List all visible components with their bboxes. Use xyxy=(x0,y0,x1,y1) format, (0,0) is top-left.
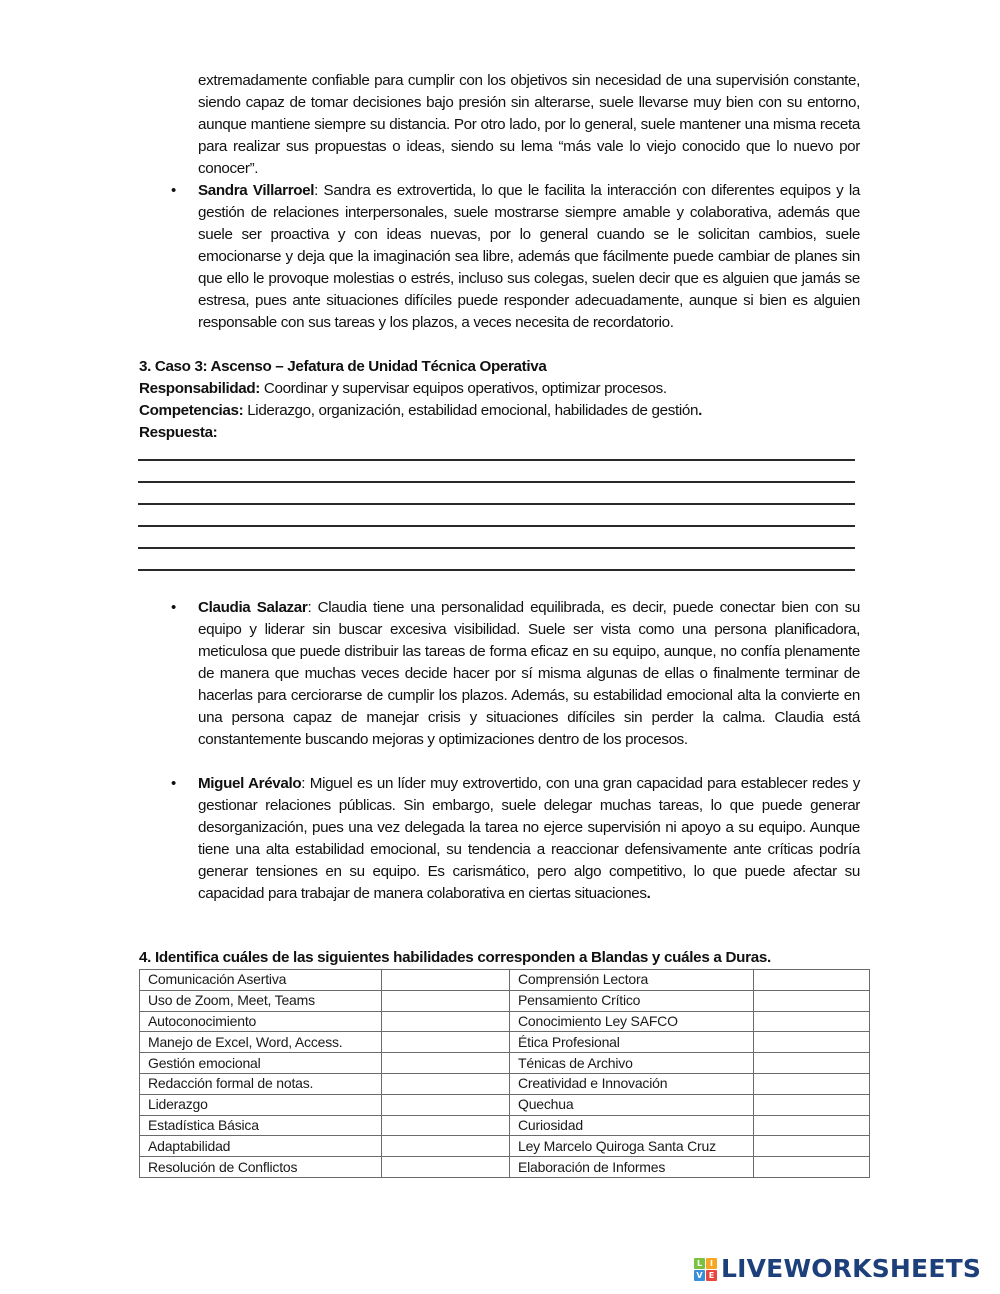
answer-cell-left[interactable] xyxy=(382,970,510,991)
skill-right: Conocimiento Ley SAFCO xyxy=(510,1011,754,1032)
bullet-icon: • xyxy=(171,182,177,199)
continuation-text: extremadamente confiable para cumplir con los objetivos sin necesidad de una supervisión constante, siendo capaz de tomar decisiones bajo presión sin alterarse, suele llevarse muy bien con su entorno, aunque mantiene siempre su distancia. Por otro lado, por lo general, suele mantener una misma receta para realizar sus propuestas o ideas, siendo su lema “más vale lo viejo conocido que lo nuevo por conocer”. xyxy=(198,72,860,177)
answer-cell-right[interactable] xyxy=(754,1011,870,1032)
skills-row xyxy=(140,970,870,991)
bullet-icon: • xyxy=(171,775,177,792)
candidate-item xyxy=(198,773,860,905)
answer-cell-left[interactable] xyxy=(382,1011,510,1032)
answer-cell-left[interactable] xyxy=(382,1032,510,1053)
candidate-name: Sandra Villarroel xyxy=(198,182,315,199)
live-grid-icon xyxy=(694,1258,717,1281)
answer-cell-left[interactable] xyxy=(382,1136,510,1157)
answer-line[interactable] xyxy=(138,481,855,483)
candidate-name: Miguel Arévalo xyxy=(198,775,302,792)
skill-right: Pensamiento Crítico xyxy=(510,990,754,1011)
candidate-description-continuation xyxy=(198,70,860,180)
description-end: . xyxy=(646,885,651,902)
answer-line[interactable] xyxy=(138,503,855,505)
case3-responsibility xyxy=(139,378,869,400)
skill-right: Ley Marcelo Quiroga Santa Cruz xyxy=(510,1136,754,1157)
skill-left: Manejo de Excel, Word, Access. xyxy=(140,1032,382,1053)
answer-cell-right[interactable] xyxy=(754,970,870,991)
candidate-name: Claudia Salazar xyxy=(198,599,308,616)
responsibility-label: Responsabilidad: xyxy=(139,380,260,397)
skill-left: Resolución de Conflictos xyxy=(140,1157,382,1178)
answer-line[interactable] xyxy=(138,459,855,461)
competencies-label: Competencias: xyxy=(139,402,244,419)
answer-cell-right[interactable] xyxy=(754,1094,870,1115)
candidate-description: : Miguel es un líder muy extrovertido, con una gran capacidad para establecer redes y gestionar relaciones públicas. Sin embargo, suele delegar muchas tareas, lo que puede generar desorganización, pues una vez delegada la tarea no ejerce supervisión ni apoyo a su equipo. Aunque tiene una alta estabilidad emocional, su tendencia a reaccionar defensivamente ante críticas podría generar tensiones en su equipo. Es carismático, pero algo competitivo, lo que puede afectar su capacidad para trabajar de manera colaborativa en ciertas situaciones xyxy=(198,775,861,902)
answer-cell-right[interactable] xyxy=(754,1115,870,1136)
candidate-item xyxy=(198,180,860,334)
logo-letter: I xyxy=(706,1258,717,1269)
skills-row xyxy=(140,1053,870,1074)
skills-row xyxy=(140,1157,870,1178)
answer-cell-right[interactable] xyxy=(754,990,870,1011)
answer-cell-left[interactable] xyxy=(382,1073,510,1094)
skills-row xyxy=(140,1032,870,1053)
answer-cell-right[interactable] xyxy=(754,1032,870,1053)
answer-cell-left[interactable] xyxy=(382,990,510,1011)
answer-cell-right[interactable] xyxy=(754,1136,870,1157)
skill-right: Elaboración de Informes xyxy=(510,1157,754,1178)
section4-title: 4. Identifica cuáles de las siguientes habilidades corresponden a Blandas y cuáles a Duras. xyxy=(139,949,771,966)
case3-competencies xyxy=(139,400,869,422)
competencies-text: Liderazgo, organización, estabilidad emocional, habilidades de gestión xyxy=(243,402,699,419)
logo-letter: L xyxy=(694,1258,705,1269)
logo-text: LIVEWORKSHEETS xyxy=(721,1254,982,1283)
answer-cell-left[interactable] xyxy=(382,1157,510,1178)
logo-letter: E xyxy=(706,1270,717,1281)
skill-right: Ética Profesional xyxy=(510,1032,754,1053)
skill-left: Autoconocimiento xyxy=(140,1011,382,1032)
answer-cell-right[interactable] xyxy=(754,1053,870,1074)
case3-title: 3. Caso 3: Ascenso – Jefatura de Unidad Técnica Operativa xyxy=(139,358,547,375)
answer-cell-left[interactable] xyxy=(382,1094,510,1115)
logo-letter: V xyxy=(694,1270,705,1281)
responsibility-text: Coordinar y supervisar equipos operativos, optimizar procesos. xyxy=(259,380,667,397)
skills-row xyxy=(140,1011,870,1032)
skills-row xyxy=(140,1094,870,1115)
candidate-item xyxy=(198,597,860,751)
answer-label: Respuesta: xyxy=(139,424,218,441)
candidate-description: : Sandra es extrovertida, lo que le facilita la interacción con diferentes equipos y la gestión de relaciones interpersonales, suele mostrarse siempre amable y colaborativa, además que suele ser proactiva y con ideas nuevas, por lo general cuando se le solicitan cambios, suele emocionarse y deja que la imaginación sea libre, además que fácilmente puede cambiar de planes sin que ello le provoque molestias o estrés, incluso sus colegas, suelen decir que es alguien que jamás se estresa, pues ante situaciones difíciles puede responder adecuadamente, aunque si bien es alguien responsable con sus tareas y los plazos, a veces necesita de recordatorio. xyxy=(198,182,860,331)
liveworksheets-logo xyxy=(694,1254,981,1284)
answer-cell-left[interactable] xyxy=(382,1053,510,1074)
skill-right: Curiosidad xyxy=(510,1115,754,1136)
answer-cell-right[interactable] xyxy=(754,1073,870,1094)
answer-line[interactable] xyxy=(138,569,855,571)
skill-right: Ténicas de Archivo xyxy=(510,1053,754,1074)
skill-left: Uso de Zoom, Meet, Teams xyxy=(140,990,382,1011)
skills-row xyxy=(140,990,870,1011)
answer-cell-left[interactable] xyxy=(382,1115,510,1136)
skill-left: Liderazgo xyxy=(140,1094,382,1115)
skill-right: Quechua xyxy=(510,1094,754,1115)
competencies-end: . xyxy=(698,402,702,419)
candidate-description: : Claudia tiene una personalidad equilibrada, es decir, puede conectar bien con su equipo y liderar sin buscar excesiva visibilidad. Suele ser vista como una persona planificadora, meticulosa que puede distribuir las tareas de forma eficaz en su equipo, aunque, no confía plenamente de manera que muchas veces decide hacer por sí misma algunas de ellas o finalmente terminar de hacerlas para cerciorarse de cumplir los plazos. Además, su estabilidad emocional alta la convierte en una persona capaz de manejar crisis y situaciones difíciles sin perder la calma. Claudia está constantemente buscando mejoras y optimizaciones dentro de los procesos. xyxy=(198,599,860,748)
skill-left: Estadística Básica xyxy=(140,1115,382,1136)
answer-cell-right[interactable] xyxy=(754,1157,870,1178)
skills-table xyxy=(139,969,870,1178)
skills-row xyxy=(140,1136,870,1157)
skill-left: Redacción formal de notas. xyxy=(140,1073,382,1094)
bullet-icon: • xyxy=(171,599,177,616)
skill-right: Creatividad e Innovación xyxy=(510,1073,754,1094)
answer-line[interactable] xyxy=(138,525,855,527)
skills-row xyxy=(140,1115,870,1136)
skill-right: Comprensión Lectora xyxy=(510,970,754,991)
skill-left: Comunicación Asertiva xyxy=(140,970,382,991)
answer-line[interactable] xyxy=(138,547,855,549)
skills-row xyxy=(140,1073,870,1094)
skill-left: Gestión emocional xyxy=(140,1053,382,1074)
skill-left: Adaptabilidad xyxy=(140,1136,382,1157)
